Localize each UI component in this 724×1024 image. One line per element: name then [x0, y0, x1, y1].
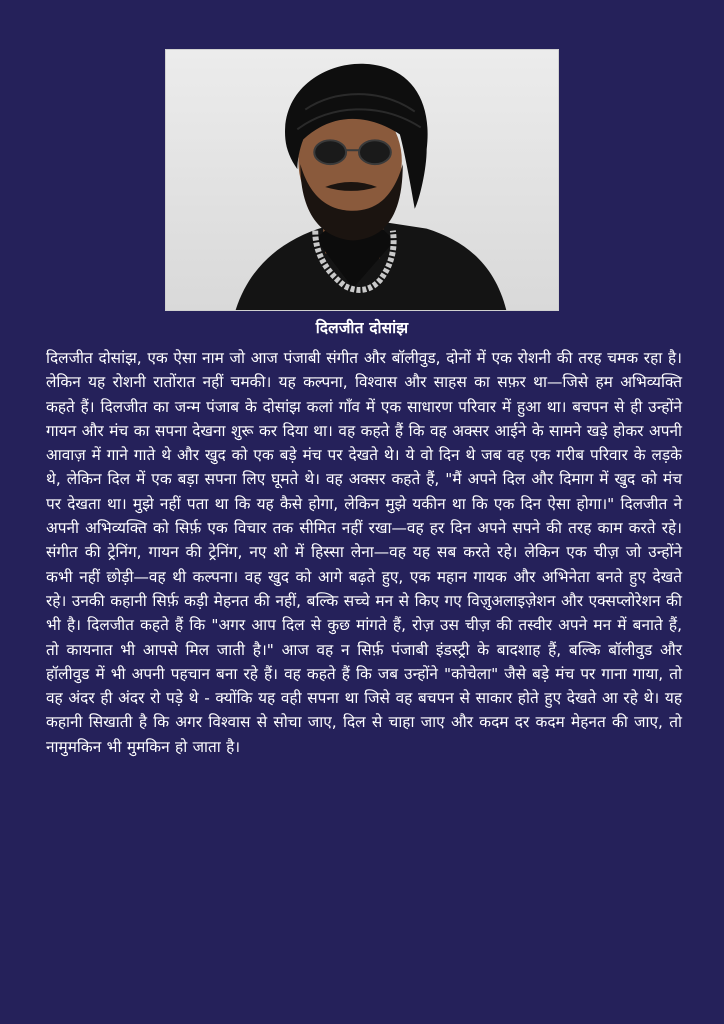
- article-body: दिलजीत दोसांझ, एक ऐसा नाम जो आज पंजाबी संगीत और बॉलीवुड, दोनों में एक रोशनी की तरह चमक रहा है। लेकिन यह रोशनी रातोंरात नहीं चमकी। यह कल्पना, विश्वास और साहस का सफ़र था—जिसे हम अभिव्यक्ति कहते हैं। दिलजीत का जन्म पंजाब के दोसांझ कलां गाँव में एक साधारण परिवार में हुआ था। बचपन से ही उन्होंने गायन और मंच का सपना देखना शुरू कर दिया था। वह कहते हैं कि वह अक्सर आईने के सामने खड़े होकर अपनी आवाज़ में गाने गाते थे और खुद को एक बड़े मंच पर देखते थे। ये वो दिन थे जब वह एक गरीब परिवार के लड़के थे, लेकिन दिल में एक बड़ा सपना लिए घूमते थे। वह अक्सर कहते हैं, "मैं अपने दिल और दिमाग में खुद को मंच पर देखता था। मुझे नहीं पता था कि यह कैसे होगा, लेकिन मुझे यकीन था कि एक दिन ऐसा होगा।" दिलजीत ने अपनी अभिव्यक्ति को सिर्फ़ एक विचार तक सीमित नहीं रखा—वह हर दिन अपने सपने की तरह काम करते रहे। संगीत की ट्रेनिंग, गायन की ट्रेनिंग, नए शो में हिस्सा लेना—वह यह सब करते रहे। लेकिन एक चीज़ जो उन्होंने कभी नहीं छोड़ी—वह थी कल्पना। वह खुद को आगे बढ़ते हुए, एक महान गायक और अभिनेता बनते हुए देखते रहे। उनकी कहानी सिर्फ़ कड़ी मेहनत की नहीं, बल्कि सच्चे मन से किए गए विज़ुअलाइज़ेशन और एक्सप्लोरेशन की भी है। दिलजीत कहते हैं कि "अगर आप दिल से कुछ मांगते हैं, रोज़ उस चीज़ की तस्वीर अपने मन में बनाते हैं, तो कायनात भी आपसे मिल जाती है।" आज वह न सिर्फ़ पंजाबी इंडस्ट्री के बादशाह हैं, बल्कि बॉलीवुड और हॉलीवुड में भी अपनी पहचान बना रहे हैं। वह कहते हैं कि जब उन्होंने "कोचेला" जैसे बड़े मंच पर गाना गाया, तो वह अंदर ही अंदर रो पड़े थे - क्योंकि यह वही सपना था जिसे वह बचपन से साकार होते हुए देखते आ रहे थे। यह कहानी सिखाती है कि अगर विश्वास से सोचा जाए, दिल से चाहा जाए और कदम दर कदम मेहनत की जाए, तो नामुमकिन भी मुमकिन हो जाता है।: [46, 349, 682, 756]
- portrait-photo: [165, 49, 559, 311]
- portrait-illustration: [166, 50, 558, 310]
- photo-caption: दिलजीत दोसांझ: [315, 319, 409, 337]
